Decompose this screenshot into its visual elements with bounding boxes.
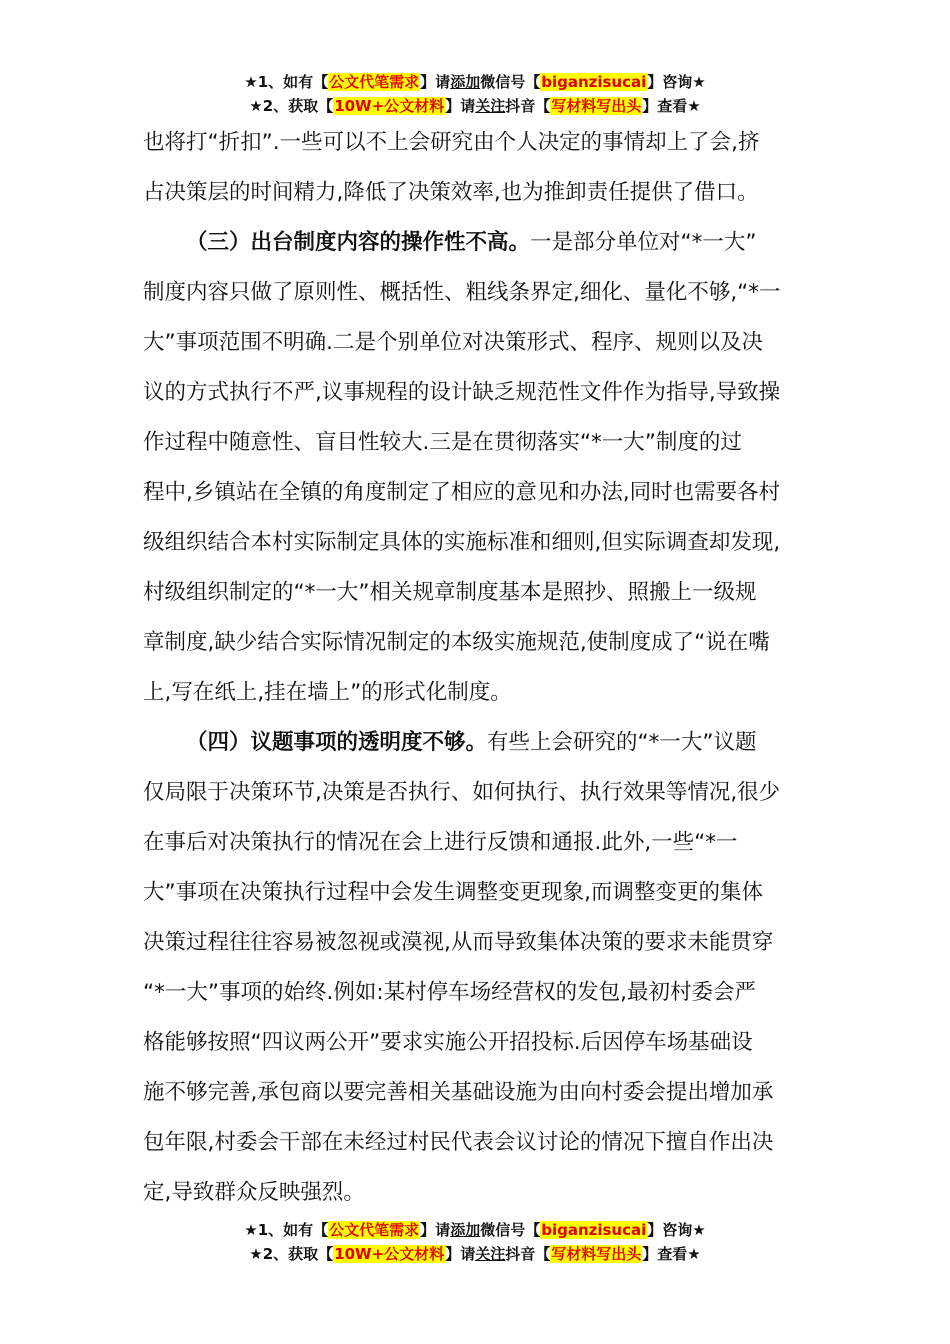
banner-line-2 bbox=[0, 1242, 950, 1266]
douyin-id: 写材料写出头 bbox=[551, 1245, 642, 1263]
banner-text: ★1、如有【 bbox=[244, 73, 329, 91]
banner-text: ★2、获取【 bbox=[249, 1245, 334, 1263]
banner-line-1 bbox=[0, 1218, 950, 1242]
text-line: 施不够完善,承包商以要完善相关基础设施为由向村委会提出增加承 bbox=[143, 1080, 774, 1105]
footer-banner bbox=[0, 1218, 950, 1266]
text-line: 制度内容只做了原则性、概括性、粗线条界定,细化、量化不够,“*一 bbox=[143, 280, 781, 305]
text-line: 大”事项范围不明确.二是个别单位对决策形式、程序、规则以及决 bbox=[143, 330, 763, 355]
header-banner bbox=[0, 70, 950, 118]
section-heading: （三）出台制度内容的操作性不高。 bbox=[186, 230, 531, 255]
text-line: 格能够按照“四议两公开”要求实施公开招投标.后因停车场基础设 bbox=[143, 1030, 753, 1055]
text-line: 作过程中随意性、盲目性较大.三是在贯彻落实“*一大”制度的过 bbox=[143, 430, 742, 455]
underlined-text: 关注 bbox=[475, 97, 506, 115]
highlight-text: 10W+公文材料 bbox=[334, 1245, 445, 1263]
document-body bbox=[143, 118, 807, 1218]
highlight-text: 公文代笔需求 bbox=[329, 73, 420, 91]
underlined-text: 添加 bbox=[450, 73, 481, 91]
banner-text: 】请 bbox=[445, 97, 476, 115]
banner-text: 抖音【 bbox=[505, 97, 551, 115]
text-line: 程中,乡镇站在全镇的角度制定了相应的意见和办法,同时也需要各村 bbox=[143, 480, 781, 505]
banner-text: 】查看★ bbox=[642, 97, 701, 115]
douyin-id: 写材料写出头 bbox=[551, 97, 642, 115]
section-heading-line: （三）出台制度内容的操作性不高。一是部分单位对“*一大” bbox=[186, 230, 757, 255]
banner-text: ★2、获取【 bbox=[249, 97, 334, 115]
banner-line-2 bbox=[0, 94, 950, 118]
text-line: 村级组织制定的“*一大”相关规章制度基本是照抄、照搬上一级规 bbox=[143, 580, 757, 605]
section-heading: （四）议题事项的透明度不够。 bbox=[186, 730, 488, 755]
banner-text: 微信号【 bbox=[480, 1221, 541, 1239]
text-line: 决策过程往往容易被忽视或漠视,从而导致集体决策的要求未能贯穿 bbox=[143, 930, 774, 955]
text-line: 议的方式执行不严,议事规程的设计缺乏规范性文件作为指导,导致操 bbox=[143, 380, 781, 405]
wechat-id: biganzisucai bbox=[541, 1221, 647, 1239]
banner-text: 】咨询★ bbox=[647, 1221, 706, 1239]
banner-text: 微信号【 bbox=[480, 73, 541, 91]
text-line: 上,写在纸上,挂在墙上”的形式化制度。 bbox=[143, 680, 512, 705]
section-heading-line: （四）议题事项的透明度不够。有些上会研究的“*一大”议题 bbox=[186, 730, 757, 755]
banner-text: 】请 bbox=[420, 1221, 451, 1239]
banner-text: 】查看★ bbox=[642, 1245, 701, 1263]
text-line: 占决策层的时间精力,降低了决策效率,也为推卸责任提供了借口。 bbox=[143, 180, 759, 205]
text-line: 级组织结合本村实际制定具体的实施标准和细则,但实际调查却发现, bbox=[143, 530, 781, 555]
highlight-text: 公文代笔需求 bbox=[329, 1221, 420, 1239]
text-line: 章制度,缺少结合实际情况制定的本级实施规范,使制度成了“说在嘴 bbox=[143, 630, 770, 655]
text-line: 也将打“折扣”.一些可以不上会研究由个人决定的事情却上了会,挤 bbox=[143, 130, 760, 155]
text-line: 仅局限于决策环节,决策是否执行、如何执行、执行效果等情况,很少 bbox=[143, 780, 781, 805]
banner-text: 】咨询★ bbox=[647, 73, 706, 91]
banner-text: 】请 bbox=[420, 73, 451, 91]
banner-text: 抖音【 bbox=[505, 1245, 551, 1263]
text-line: 大”事项在决策执行过程中会发生调整变更现象,而调整变更的集体 bbox=[143, 880, 763, 905]
highlight-text: 10W+公文材料 bbox=[334, 97, 445, 115]
banner-text: ★1、如有【 bbox=[244, 1221, 329, 1239]
text-line: 在事后对决策执行的情况在会上进行反馈和通报.此外,一些“*一 bbox=[143, 830, 738, 855]
text-line: “*一大”事项的始终.例如:某村停车场经营权的发包,最初村委会严 bbox=[143, 980, 756, 1005]
text-line: 定,导致群众反映强烈。 bbox=[143, 1180, 365, 1205]
underlined-text: 关注 bbox=[475, 1245, 506, 1263]
underlined-text: 添加 bbox=[450, 1221, 481, 1239]
wechat-id: biganzisucai bbox=[541, 73, 647, 91]
banner-line-1 bbox=[0, 70, 950, 94]
banner-text: 】请 bbox=[445, 1245, 476, 1263]
text-line: 包年限,村委会干部在未经过村民代表会议讨论的情况下擅自作出决 bbox=[143, 1130, 774, 1155]
